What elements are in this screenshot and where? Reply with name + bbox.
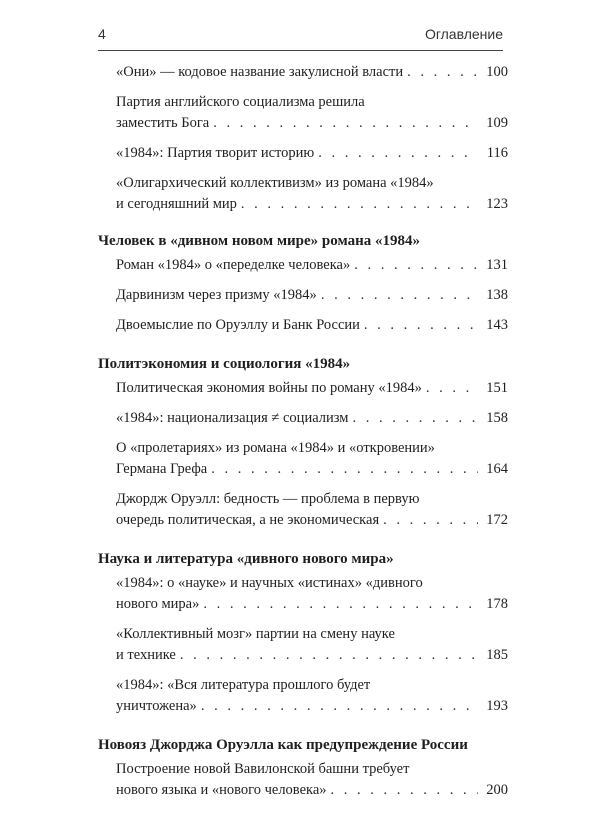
dot-leader xyxy=(211,459,478,480)
running-head xyxy=(98,26,503,42)
toc-entry[interactable] xyxy=(98,438,508,480)
entry-page-number: 178 xyxy=(486,596,508,612)
running-title: Оглавление xyxy=(424,26,503,42)
entry-last-line xyxy=(116,459,508,480)
toc-entry[interactable] xyxy=(98,92,508,134)
entry-title: и сегодняшний мир xyxy=(116,196,237,212)
toc-entry[interactable] xyxy=(98,143,508,164)
entry-last-line xyxy=(116,315,508,336)
entry-title: «1984»: национализация ≠ социализм xyxy=(116,410,349,426)
entry-title: Политическая экономия войны по роману «1984» xyxy=(116,380,422,396)
entry-text-line: «Коллективный мозг» партии на смену науке xyxy=(116,626,395,642)
toc-section xyxy=(98,549,508,717)
toc-entry[interactable] xyxy=(98,408,508,429)
entry-last-line xyxy=(116,113,508,134)
entry-text-line: «1984»: о «науке» и научных «истинах» «дивного xyxy=(116,575,423,591)
entry-page-number: 123 xyxy=(486,196,508,212)
toc-entry[interactable] xyxy=(98,255,508,276)
section-title: Наука и литература «дивного нового мира» xyxy=(98,551,394,567)
toc-entry[interactable] xyxy=(98,759,508,801)
entry-text-line: О «пролетариях» из романа «1984» и «откровении» xyxy=(116,440,435,456)
entry-last-line xyxy=(116,780,508,801)
entry-text-line: «1984»: «Вся литература прошлого будет xyxy=(116,677,371,693)
toc-entry[interactable] xyxy=(98,378,508,399)
toc-section xyxy=(98,62,508,215)
entry-title: уничтожена» xyxy=(116,698,197,714)
dot-leader xyxy=(331,780,478,801)
entry-page-number: 109 xyxy=(486,115,508,131)
toc-section xyxy=(98,354,508,531)
entry-last-line xyxy=(116,510,508,531)
entry-page-number: 185 xyxy=(486,647,508,663)
dot-leader xyxy=(318,143,478,164)
dot-leader xyxy=(213,113,478,134)
page-number: 4 xyxy=(98,26,106,42)
entry-page-number: 164 xyxy=(486,461,508,477)
entry-text-line: Построение новой Вавилонской башни требует xyxy=(116,761,410,777)
section-title: Политэкономия и социология «1984» xyxy=(98,356,351,372)
entry-last-line xyxy=(116,285,508,306)
section-title: Человек в «дивном новом мире» романа «1984» xyxy=(98,233,420,249)
entry-title: «Они» — кодовое название закулисной власти xyxy=(116,64,404,80)
entry-title: Германа Грефа xyxy=(116,461,208,477)
dot-leader xyxy=(383,510,478,531)
toc-entry[interactable] xyxy=(98,62,508,83)
entry-last-line xyxy=(116,696,508,717)
toc-entry[interactable] xyxy=(98,489,508,531)
entry-last-line xyxy=(116,408,508,429)
entry-title: нового мира» xyxy=(116,596,200,612)
toc-entry[interactable] xyxy=(98,624,508,666)
entry-title: Роман «1984» о «переделке человека» xyxy=(116,257,351,273)
entry-page-number: 172 xyxy=(486,512,508,528)
entry-page-number: 138 xyxy=(486,287,508,303)
toc-entry[interactable] xyxy=(98,285,508,306)
entry-page-number: 151 xyxy=(486,380,508,396)
entry-last-line xyxy=(116,143,508,164)
entry-last-line xyxy=(116,255,508,276)
dot-leader xyxy=(201,696,478,717)
dot-leader xyxy=(407,62,478,83)
header-rule xyxy=(98,50,503,51)
dot-leader xyxy=(321,285,478,306)
entry-title: нового языка и «нового человека» xyxy=(116,782,327,798)
entry-last-line xyxy=(116,378,508,399)
entry-last-line xyxy=(116,594,508,615)
entry-text-line: «Олигархический коллективизм» из романа «1984» xyxy=(116,175,434,191)
entry-page-number: 200 xyxy=(486,782,508,798)
entry-title: заместить Бога xyxy=(116,115,210,131)
entry-page-number: 143 xyxy=(486,317,508,333)
table-of-contents xyxy=(98,62,508,819)
entry-last-line xyxy=(116,62,508,83)
toc-entry[interactable] xyxy=(98,315,508,336)
section-title: Новояз Джорджа Оруэлла как предупреждение России xyxy=(98,737,468,753)
toc-entry[interactable] xyxy=(98,573,508,615)
entry-title: Двоемыслие по Оруэллу и Банк России xyxy=(116,317,360,333)
entry-last-line xyxy=(116,194,508,215)
entry-page-number: 131 xyxy=(486,257,508,273)
entry-text-line: Партия английского социализма решила xyxy=(116,94,365,110)
toc-entry[interactable] xyxy=(98,173,508,215)
entry-page-number: 158 xyxy=(486,410,508,426)
entry-text-line: Джордж Оруэлл: бедность — проблема в первую xyxy=(116,491,420,507)
dot-leader xyxy=(352,408,478,429)
entry-title: очередь политическая, а не экономическая xyxy=(116,512,380,528)
entry-page-number: 193 xyxy=(486,698,508,714)
dot-leader xyxy=(203,594,478,615)
dot-leader xyxy=(241,194,478,215)
entry-title: Дарвинизм через призму «1984» xyxy=(116,287,317,303)
dot-leader xyxy=(364,315,478,336)
entry-last-line xyxy=(116,645,508,666)
entry-page-number: 116 xyxy=(486,145,508,161)
entry-page-number: 100 xyxy=(486,64,508,80)
dot-leader xyxy=(354,255,478,276)
toc-section xyxy=(98,231,508,336)
dot-leader xyxy=(180,645,478,666)
toc-section xyxy=(98,735,508,801)
toc-entry[interactable] xyxy=(98,675,508,717)
dot-leader xyxy=(426,378,478,399)
entry-title: и технике xyxy=(116,647,176,663)
entry-title: «1984»: Партия творит историю xyxy=(116,145,315,161)
